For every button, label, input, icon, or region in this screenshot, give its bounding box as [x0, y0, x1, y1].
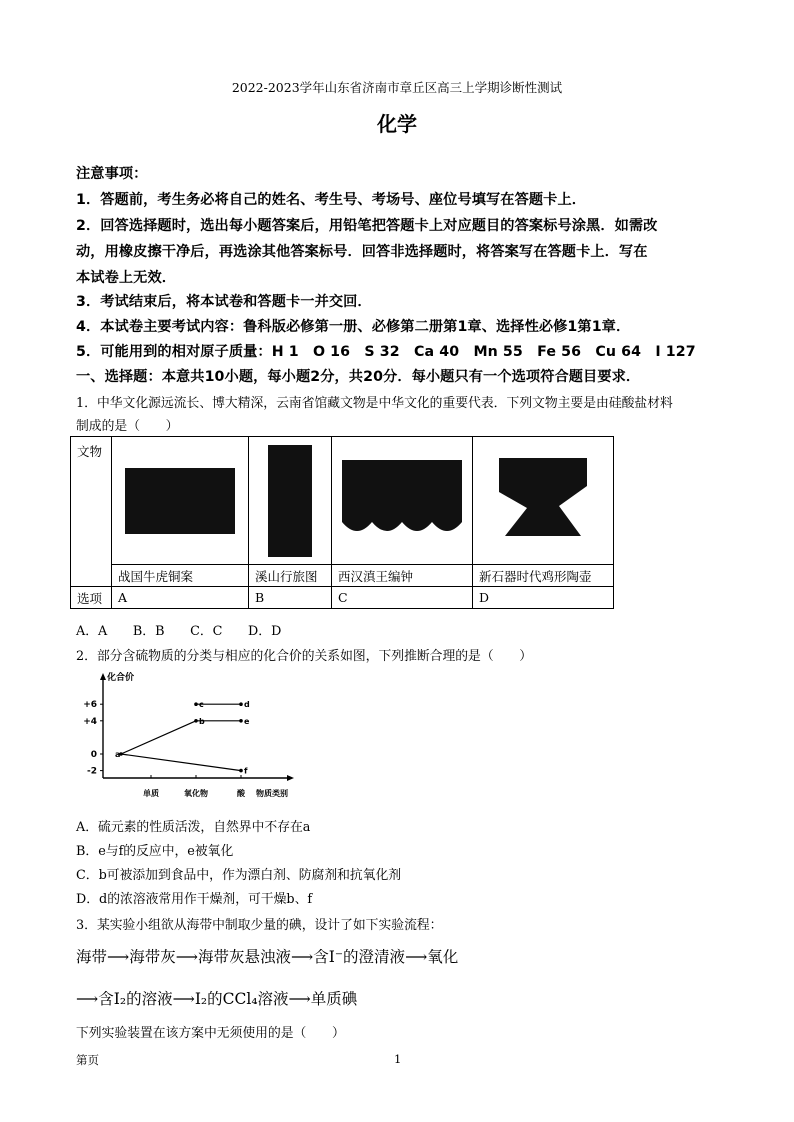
arrow-icon: ⟶: [172, 990, 195, 1008]
data-point: [239, 702, 243, 706]
arrow-icon: ⟶: [107, 948, 130, 966]
point-label: f: [244, 766, 248, 776]
relic-image-cell-d: [473, 437, 614, 565]
note-5: 5．可能用到的相对原子质量：H 1 O 16 S 32 Ca 40 Mn 55 Fe 56 Cu 64 I 127: [76, 344, 696, 360]
point-label: c: [199, 700, 204, 710]
note-4: 4．本试卷主要考试内容：鲁科版必修第一册、必修第二册第1章、选择性必修1第1章．: [76, 319, 631, 335]
option-a: A: [112, 587, 249, 609]
flow-step: 海带: [76, 948, 108, 966]
relic-name-a: 战国牛虎铜案: [112, 565, 249, 587]
x-tick-label: 单质: [143, 789, 159, 798]
x-tick-label: 酸: [237, 789, 245, 798]
note-2-line-3: 本试卷上无效．: [76, 270, 177, 286]
data-point: [239, 719, 243, 723]
option-c: C: [332, 587, 473, 609]
flow-line-2: [76, 987, 357, 1009]
point-label: d: [244, 700, 250, 710]
y-axis-arrow: [100, 673, 106, 680]
x-axis-label: 物质类别: [256, 789, 288, 798]
relic-image-cell-c: [332, 437, 473, 565]
relic-image-cell-a: [112, 437, 249, 565]
point-label: a: [115, 750, 121, 759]
flow-line-1: [76, 945, 458, 967]
q2-option-c: C．b可被添加到食品中，作为漂白剂、防腐剂和抗氧化剂: [76, 868, 402, 883]
flow-step: 单质碘: [310, 990, 358, 1008]
option-d: D: [473, 587, 614, 609]
data-point: [194, 702, 198, 706]
q2-stem: 2．部分含硫物质的分类与相应的化合价的关系如图，下列推断合理的是（ ）: [76, 649, 533, 664]
note-2-line-2: 动，用橡皮擦干净后，再选涂其他答案标号．回答非选择题时，将答案写在答题卡上．写在: [76, 244, 648, 260]
bronze-table-image: [125, 468, 235, 534]
relic-name-c: 西汉滇王编钟: [332, 565, 473, 587]
arrow-icon: ⟶: [405, 948, 428, 966]
arrow-icon: ⟶: [76, 990, 99, 1008]
note-3: 3．考试结束后，将本试卷和答题卡一并交回．: [76, 294, 372, 310]
x-tick-label: 氧化物: [184, 789, 208, 798]
footer-page-number: 1: [394, 1052, 402, 1066]
section-heading: 一、选择题：本意共10小题，每小题2分，共20分．每小题只有一个选项符合题目要求．: [76, 369, 641, 385]
q2-option-d: D．d的浓溶液常用作干燥剂，可干燥b、f: [76, 892, 313, 907]
arrow-icon: ⟶: [291, 948, 314, 966]
landscape-painting-image: [268, 445, 312, 557]
flow-step: 含I₂的溶液: [98, 990, 173, 1008]
y-tick-label: +4: [83, 716, 97, 727]
q1-stem-line-2: 制成的是（ ）: [76, 419, 179, 434]
point-label: e: [244, 716, 250, 726]
relic-name-b: 溪山行旅图: [249, 565, 332, 587]
q1-stem-line-1: 1．中华文化源远流长、博大精深，云南省馆藏文物是中华文化的重要代表．下列文物主要是由硅酸盐材料: [76, 396, 673, 411]
note-1: 1．答题前，考生务必将自己的姓名、考生号、考场号、座位号填写在答题卡上．: [76, 192, 587, 208]
arrow-icon: ⟶: [175, 948, 198, 966]
x-axis-arrow: [287, 775, 294, 781]
y-tick-label: -2: [87, 766, 97, 777]
option-b: B: [249, 587, 332, 609]
exam-header: 2022-2023学年山东省济南市章丘区高三上学期诊断性测试: [231, 80, 563, 95]
q3-stem: 3．某实验小组欲从海带中制取少量的碘，设计了如下实验流程：: [76, 918, 443, 933]
q2-option-a: A．硫元素的性质活泼，自然界中不存在a: [76, 820, 311, 835]
arrow-icon: ⟶: [288, 990, 311, 1008]
data-point: [194, 719, 198, 723]
y-tick-label: +6: [83, 700, 97, 711]
sulfur-valence-chart: [76, 668, 302, 808]
note-2-line-1: 2．回答选择题时，选出每小题答案后，用铅笔把答题卡上对应题目的答案标号涂黑．如需改: [76, 218, 658, 234]
flow-step: 海带灰悬浊液: [198, 948, 292, 966]
flow-step: I₂的CCl₄溶液: [194, 990, 289, 1008]
y-axis-label: 化合价: [107, 673, 135, 683]
point-label: b: [199, 716, 205, 726]
page-title: 化学: [377, 112, 417, 136]
y-tick-label: 0: [90, 750, 97, 760]
relation-line: [121, 754, 241, 771]
q1-answers: A．A B．B C．C D．D: [76, 624, 282, 639]
q3-tail: 下列实验装置在该方案中无须使用的是（ ）: [76, 1026, 345, 1041]
pottery-pot-image: [493, 456, 593, 546]
relics-table: [70, 436, 614, 609]
notes-heading: 注意事项：: [76, 166, 148, 182]
bronze-bells-image: [340, 456, 464, 546]
footer-page-label: 第页: [76, 1053, 99, 1067]
flow-step: 海带灰: [129, 948, 176, 966]
relic-name-d: 新石器时代鸡形陶壶: [473, 565, 614, 587]
relation-line: [121, 721, 196, 754]
option-row-label: 选项: [71, 587, 112, 609]
q2-option-b: B．e与f的反应中，e被氧化: [76, 844, 234, 859]
relic-row-label: 文物: [71, 437, 112, 587]
relic-image-cell-b: [249, 437, 332, 565]
flow-step: 氧化: [427, 948, 459, 966]
flow-step: 含I⁻的澄清液: [313, 948, 406, 966]
data-point: [239, 769, 243, 773]
